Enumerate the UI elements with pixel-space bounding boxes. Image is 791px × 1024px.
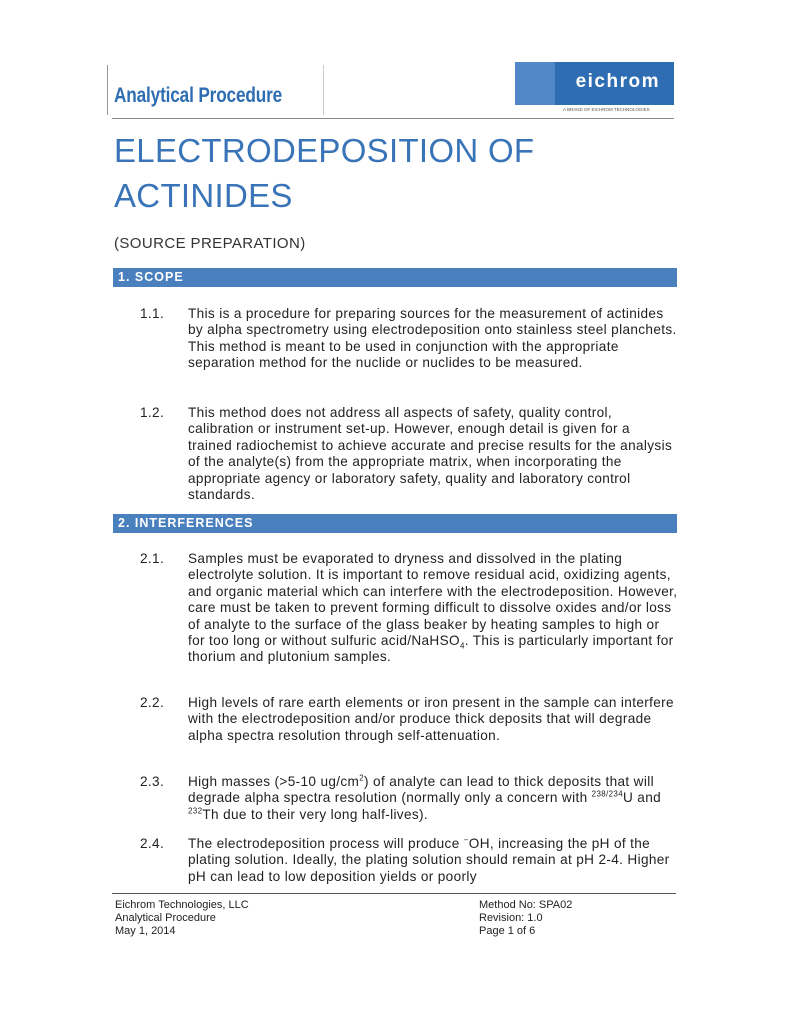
paragraph-number: 1.1.: [140, 306, 165, 321]
logo-wordmark: eichrom: [575, 71, 660, 92]
subscript: 4: [459, 641, 465, 651]
logo-accent: [515, 62, 555, 105]
title-line-1: ELECTRODEPOSITION OF: [114, 132, 535, 169]
header-divider-middle: [323, 65, 324, 115]
text-run: This method does not address all aspects of safety, quality control, calibration or instrument set-up. However, enough detail is given for a trained radiochemist to achieve accurate and precise results for the analysis of the analyte(s) from the appropriate matrix, when incorporating the appropriate agency or laboratory safety, quality and laboratory control standards.: [188, 405, 673, 503]
paragraph-text: [188, 405, 678, 503]
footer-right: [479, 899, 572, 938]
logo-tagline: A BRAND OF EICHROM TECHNOLOGIES: [563, 107, 650, 112]
footer-page-number: Page 1 of 6: [479, 925, 536, 937]
text-run: The electrodeposition process will produce: [188, 836, 464, 851]
text-run: High masses (>5-10 ug/cm: [188, 774, 360, 789]
paragraph-text: [188, 836, 678, 885]
document-subtitle: (SOURCE PREPARATION): [114, 235, 306, 252]
paragraph-text: [188, 551, 678, 666]
text-run: Samples must be evaporated to dryness and dissolved in the plating electrolyte solution. It is important to remove residual acid, oxidizing agents, and organic material which can interfere with the electrodeposition. However, care must be taken to prevent forming difficult to dissolve oxides and/or loss of analyte to the surface of the glass beaker by heating samples to high or for too long or without sulfuric acid/NaHSO: [188, 551, 678, 649]
footer-company: Eichrom Technologies, LLC: [115, 899, 249, 911]
paragraph-text: [188, 774, 678, 823]
header-rule: [112, 118, 674, 119]
footer-date: May 1, 2014: [115, 925, 176, 937]
text-run: OH, increasing the pH of the plating solution. Ideally, the plating solution should remain at pH 2-4. Higher pH can lead to low deposition yields or poorly: [188, 836, 670, 884]
text-run: High levels of rare earth elements or iron present in the sample can interfere with the electrodeposition and/or produce thick deposits that will degrade alpha spectra resolution through self-attenuation.: [188, 695, 674, 743]
text-run: . This is particularly important for thorium and plutonium samples.: [188, 633, 674, 665]
footer-left: [115, 899, 249, 938]
paragraph-text: [188, 306, 678, 372]
text-run: This is a procedure for preparing sources for the measurement of actinides by alpha spectrometry using electrodeposition onto stainless steel planchets. This method is meant to be used in conjunction with the appropriate separation method for the nuclide or nuclides to be measured.: [188, 306, 677, 371]
eichrom-logo: [515, 62, 674, 105]
text-run: U and: [623, 790, 662, 806]
paragraph-number: 1.2.: [140, 405, 165, 420]
document-title: [114, 128, 534, 218]
text-run: ) of analyte can lead to thick deposits that will degrade alpha spectra resolution (normally only a concern with: [188, 774, 654, 806]
footer-doc-type: Analytical Procedure: [115, 912, 216, 924]
paragraph-number: 2.2.: [140, 695, 165, 710]
superscript: 232: [188, 806, 203, 816]
superscript: 2: [359, 773, 365, 783]
section-heading-scope: 1. SCOPE: [113, 268, 677, 287]
header-divider-left: [107, 65, 108, 115]
paragraph-number: 2.1.: [140, 551, 165, 566]
superscript: 238/234: [591, 789, 624, 799]
footer-method-number: Method No: SPA02: [479, 899, 573, 911]
text-run: Th due to their very long half-lives).: [202, 806, 429, 822]
footer-revision: Revision: 1.0: [479, 912, 543, 924]
superscript: −: [463, 835, 469, 845]
footer-rule: [112, 893, 676, 894]
header-title: Analytical Procedure: [114, 84, 283, 107]
paragraph-number: 2.3.: [140, 774, 165, 789]
paragraph-text: [188, 695, 678, 744]
section-heading-interferences: 2. INTERFERENCES: [113, 514, 677, 533]
title-line-2: ACTINIDES: [114, 177, 293, 214]
paragraph-number: 2.4.: [140, 836, 165, 851]
